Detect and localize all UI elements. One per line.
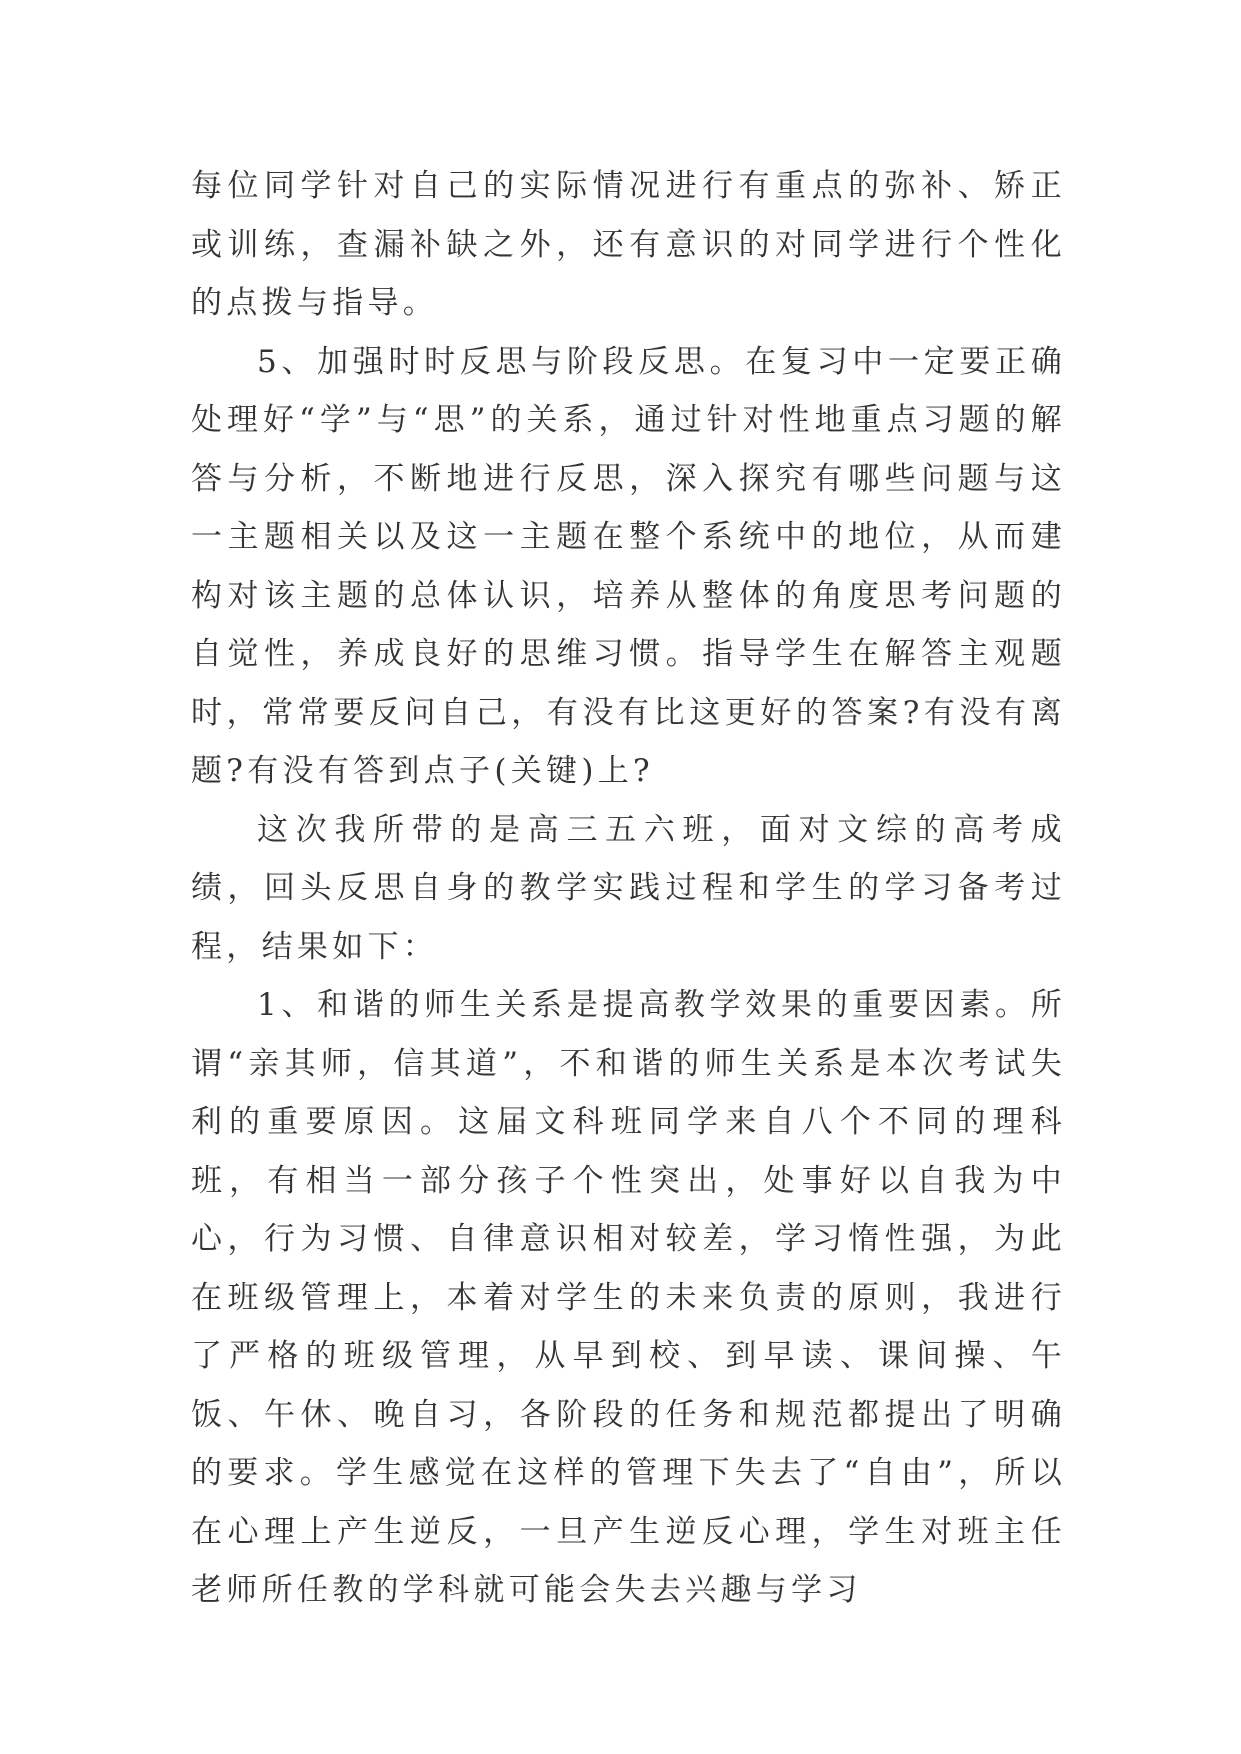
paragraph-class-summary: 这次我所带的是高三五六班，面对文综的高考成绩，回头反思自身的教学实践过程和学生的学习备考过程，结果如下： [191,811,1066,965]
document-body [191,157,1066,1620]
paragraph-teacher-student-relationship: 1、和谐的师生关系是提高教学效果的重要因素。所谓“亲其师，信其道”，不和谐的师生关系是本次考试失利的重要原因。这届文科班同学来自八个不同的理科班，有相当一部分孩子个性突出，处事好以自我为中心，行为习惯、自律意识相对较差，学习惰性强，为此在班级管理上，本着对学生的未来负责的原则，我进行了严格的班级管理，从早到校、到早读、课间操、午饭、午休、晚自习，各阶段的任务和规范都提出了明确的要求。学生感觉在这样的管理下失去了“自由”，所以在心理上产生逆反，一旦产生逆反心理，学生对班主任老师所任教的学科就可能会失去兴趣与学习 [191,987,1066,1608]
paragraph-continuation: 每位同学针对自己的实际情况进行有重点的弥补、矫正或训练，查漏补缺之外，还有意识的对同学进行个性化的点拨与指导。 [191,168,1066,321]
paragraph-reflection-point-5: 5、加强时时反思与阶段反思。在复习中一定要正确处理好“学”与“思”的关系，通过针对性地重点习题的解答与分析，不断地进行反思，深入探究有哪些问题与这一主题相关以及这一主题在整个系统中的地位，从而建构对该主题的总体认识，培养从整体的角度思考问题的自觉性，养成良好的思维习惯。指导学生在解答主观题时，常常要反问自己，有没有比这更好的答案?有没有离题?有没有答到点子(关键)上? [191,343,1066,789]
